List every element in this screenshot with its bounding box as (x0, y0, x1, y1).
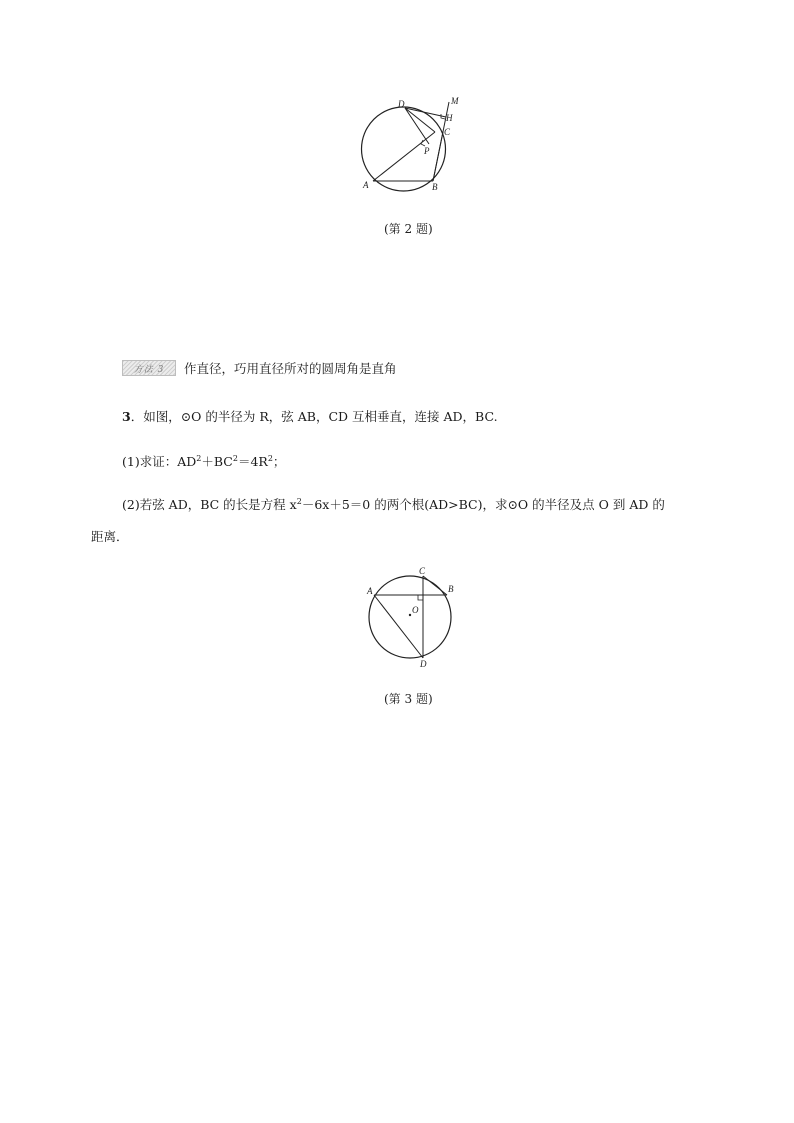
part1-text-d: ； (272, 454, 286, 469)
problem-3-part-2-line-2: 距离． (91, 529, 129, 544)
part1-sup-3: 2 (267, 454, 273, 463)
figure-3-diagram (360, 565, 465, 673)
figure-3-caption: (第 3 题) (384, 692, 433, 706)
label-h: H (446, 113, 453, 123)
method-title: 作直径，巧用直径所对的圆周角是直角 (184, 361, 397, 376)
label-a: A (363, 180, 369, 190)
label-c: C (444, 127, 451, 137)
segment-cb (423, 576, 447, 595)
problem-3-stem (122, 407, 498, 427)
method-heading (122, 359, 397, 377)
label-a: A (367, 586, 373, 596)
problem-3-part-2 (122, 495, 665, 515)
figure-2-circle (362, 107, 446, 191)
label-d: D (398, 99, 405, 109)
label-o: O (412, 605, 419, 615)
part2-text-b: －6x＋5＝0 的两个根(AD>BC)，求⊙O 的半径及点 O 到 AD 的 (301, 497, 665, 512)
figure-3 (360, 565, 465, 673)
part1-sup-2: 2 (232, 454, 238, 463)
center-point (409, 614, 411, 616)
part1-sup-1: 2 (196, 454, 202, 463)
label-m: M (451, 96, 459, 106)
figure-2-diagram (355, 92, 465, 197)
method-badge: 方法 3 (122, 360, 176, 376)
figure-2 (355, 92, 465, 197)
problem-stem-text: ．如图，⊙O 的半径为 R，弦 AB，CD 互相垂直，连接 AD，BC. (130, 409, 498, 424)
right-angle-mark (418, 595, 423, 600)
part2-sup: 2 (296, 497, 302, 506)
part1-text-a: (1)求证：AD (122, 454, 197, 469)
problem-number: 3 (122, 409, 131, 424)
problem-3-part-1 (122, 452, 285, 472)
part2-text-a: (2)若弦 AD，BC 的长是方程 x (122, 497, 297, 512)
label-p: P (424, 146, 430, 156)
part1-text-c: ＝4R (237, 454, 268, 469)
part1-text-b: ＋BC (201, 454, 233, 469)
label-d: D (420, 659, 427, 669)
chord-ac (373, 132, 435, 181)
label-c: C (419, 566, 426, 576)
figure-2-caption: (第 2 题) (384, 222, 433, 236)
label-b: B (432, 182, 438, 192)
label-b: B (448, 584, 454, 594)
